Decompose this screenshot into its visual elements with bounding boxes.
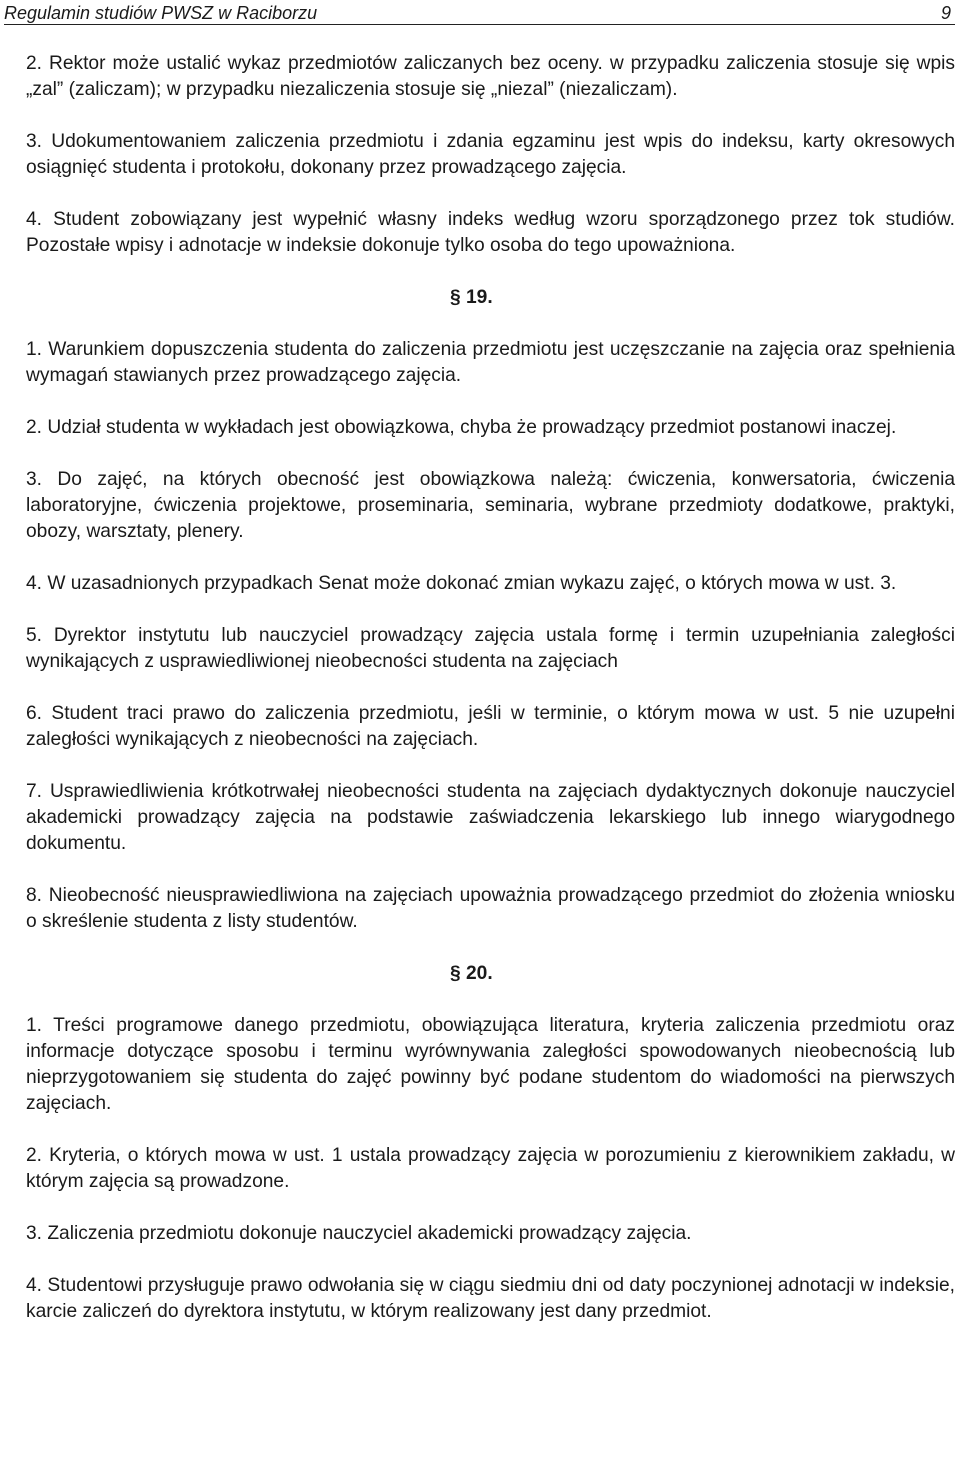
- section-heading-19: § 19.: [450, 287, 493, 308]
- paragraph-20-2: 2. Kryteria, o których mowa w ust. 1 ustala prowadzący zajęcia w porozumieniu z kierownikiem zakładu, w którym zajęcia są prowadzone.: [26, 1145, 955, 1192]
- paragraph-20-3: 3. Zaliczenia przedmiotu dokonuje nauczyciel akademicki prowadzący zajęcia.: [26, 1223, 692, 1244]
- paragraph-19-7: 7. Usprawiedliwienia krótkotrwałej nieobecności studenta na zajęciach dydaktycznych dokonuje nauczyciel akademicki prowadzący zajęcia na podstawie zaświadczenia lekarskiego lub innego wiarygodnego dokumentu.: [26, 781, 955, 854]
- paragraph-19-1: 1. Warunkiem dopuszczenia studenta do zaliczenia przedmiotu jest uczęszczanie na zajęcia oraz spełnienia wymagań stawianych przez prowadzącego zajęcia.: [26, 339, 955, 386]
- paragraph-19-6: 6. Student traci prawo do zaliczenia przedmiotu, jeśli w terminie, o którym mowa w ust. 5 nie uzupełni zaległości wynikających z nieobecności na zajęciach.: [26, 703, 955, 750]
- paragraph-19-2: 2. Udział studenta w wykładach jest obowiązkowa, chyba że prowadzący przedmiot postanowi inaczej.: [26, 417, 897, 438]
- paragraph-18-4: 4. Student zobowiązany jest wypełnić własny indeks według wzoru sporządzonego przez tok studiów. Pozostałe wpisy i adnotacje w indeksie dokonuje tylko osoba do tego upoważniona.: [26, 209, 955, 256]
- paragraph-19-3: 3. Do zajęć, na których obecność jest obowiązkowa należą: ćwiczenia, konwersatoria, ćwiczenia laboratoryjne, ćwiczenia projektowe, proseminaria, seminaria, wybrane przedmioty dodatkowe, praktyki, obozy, warsztaty, plenery.: [26, 469, 955, 542]
- paragraph-19-5: 5. Dyrektor instytutu lub nauczyciel prowadzący zajęcia ustala formę i termin uzupełniania zaległości wynikających z usprawiedliwionej nieobecności studenta na zajęciach: [26, 625, 955, 672]
- page-number: 9: [940, 3, 951, 23]
- document-body: [26, 51, 955, 1325]
- paragraph-19-8: 8. Nieobecność nieusprawiedliwiona na zajęciach upoważnia prowadzącego przedmiot do złożenia wniosku o skreślenie studenta z listy studentów.: [26, 885, 955, 932]
- paragraph-20-4: 4. Studentowi przysługuje prawo odwołania się w ciągu siedmiu dni od daty poczynionej adnotacji w indeksie, karcie zaliczeń do dyrektora instytutu, w którym realizowany jest dany przedmiot.: [26, 1275, 955, 1322]
- paragraph-19-4: 4. W uzasadnionych przypadkach Senat może dokonać zmian wykazu zajęć, o których mowa w ust. 3.: [26, 573, 897, 594]
- header-title: Regulamin studiów PWSZ w Raciborzu: [4, 3, 318, 23]
- section-heading-20: § 20.: [450, 963, 493, 984]
- paragraph-20-1: 1. Treści programowe danego przedmiotu, obowiązująca literatura, kryteria zaliczenia przedmiotu oraz informacje dotyczące sposobu i terminu wyrównywania zaległości spowodowanych nieobecnością lub nieprzygotowaniem się studenta do zajęć powinny być podane studentom do wiadomości na pierwszych zajęciach.: [26, 1015, 955, 1114]
- running-header: [4, 0, 955, 25]
- paragraph-18-3: 3. Udokumentowaniem zaliczenia przedmiotu i zdania egzaminu jest wpis do indeksu, karty okresowych osiągnięć studenta i protokołu, dokonany przez prowadzącego zajęcia.: [26, 131, 955, 178]
- paragraph-18-2: 2. Rektor może ustalić wykaz przedmiotów zaliczanych bez oceny. w przypadku zaliczenia stosuje się wpis „zal” (zaliczam); w przypadku niezaliczenia stosuje się „niezal” (niezaliczam).: [26, 53, 955, 100]
